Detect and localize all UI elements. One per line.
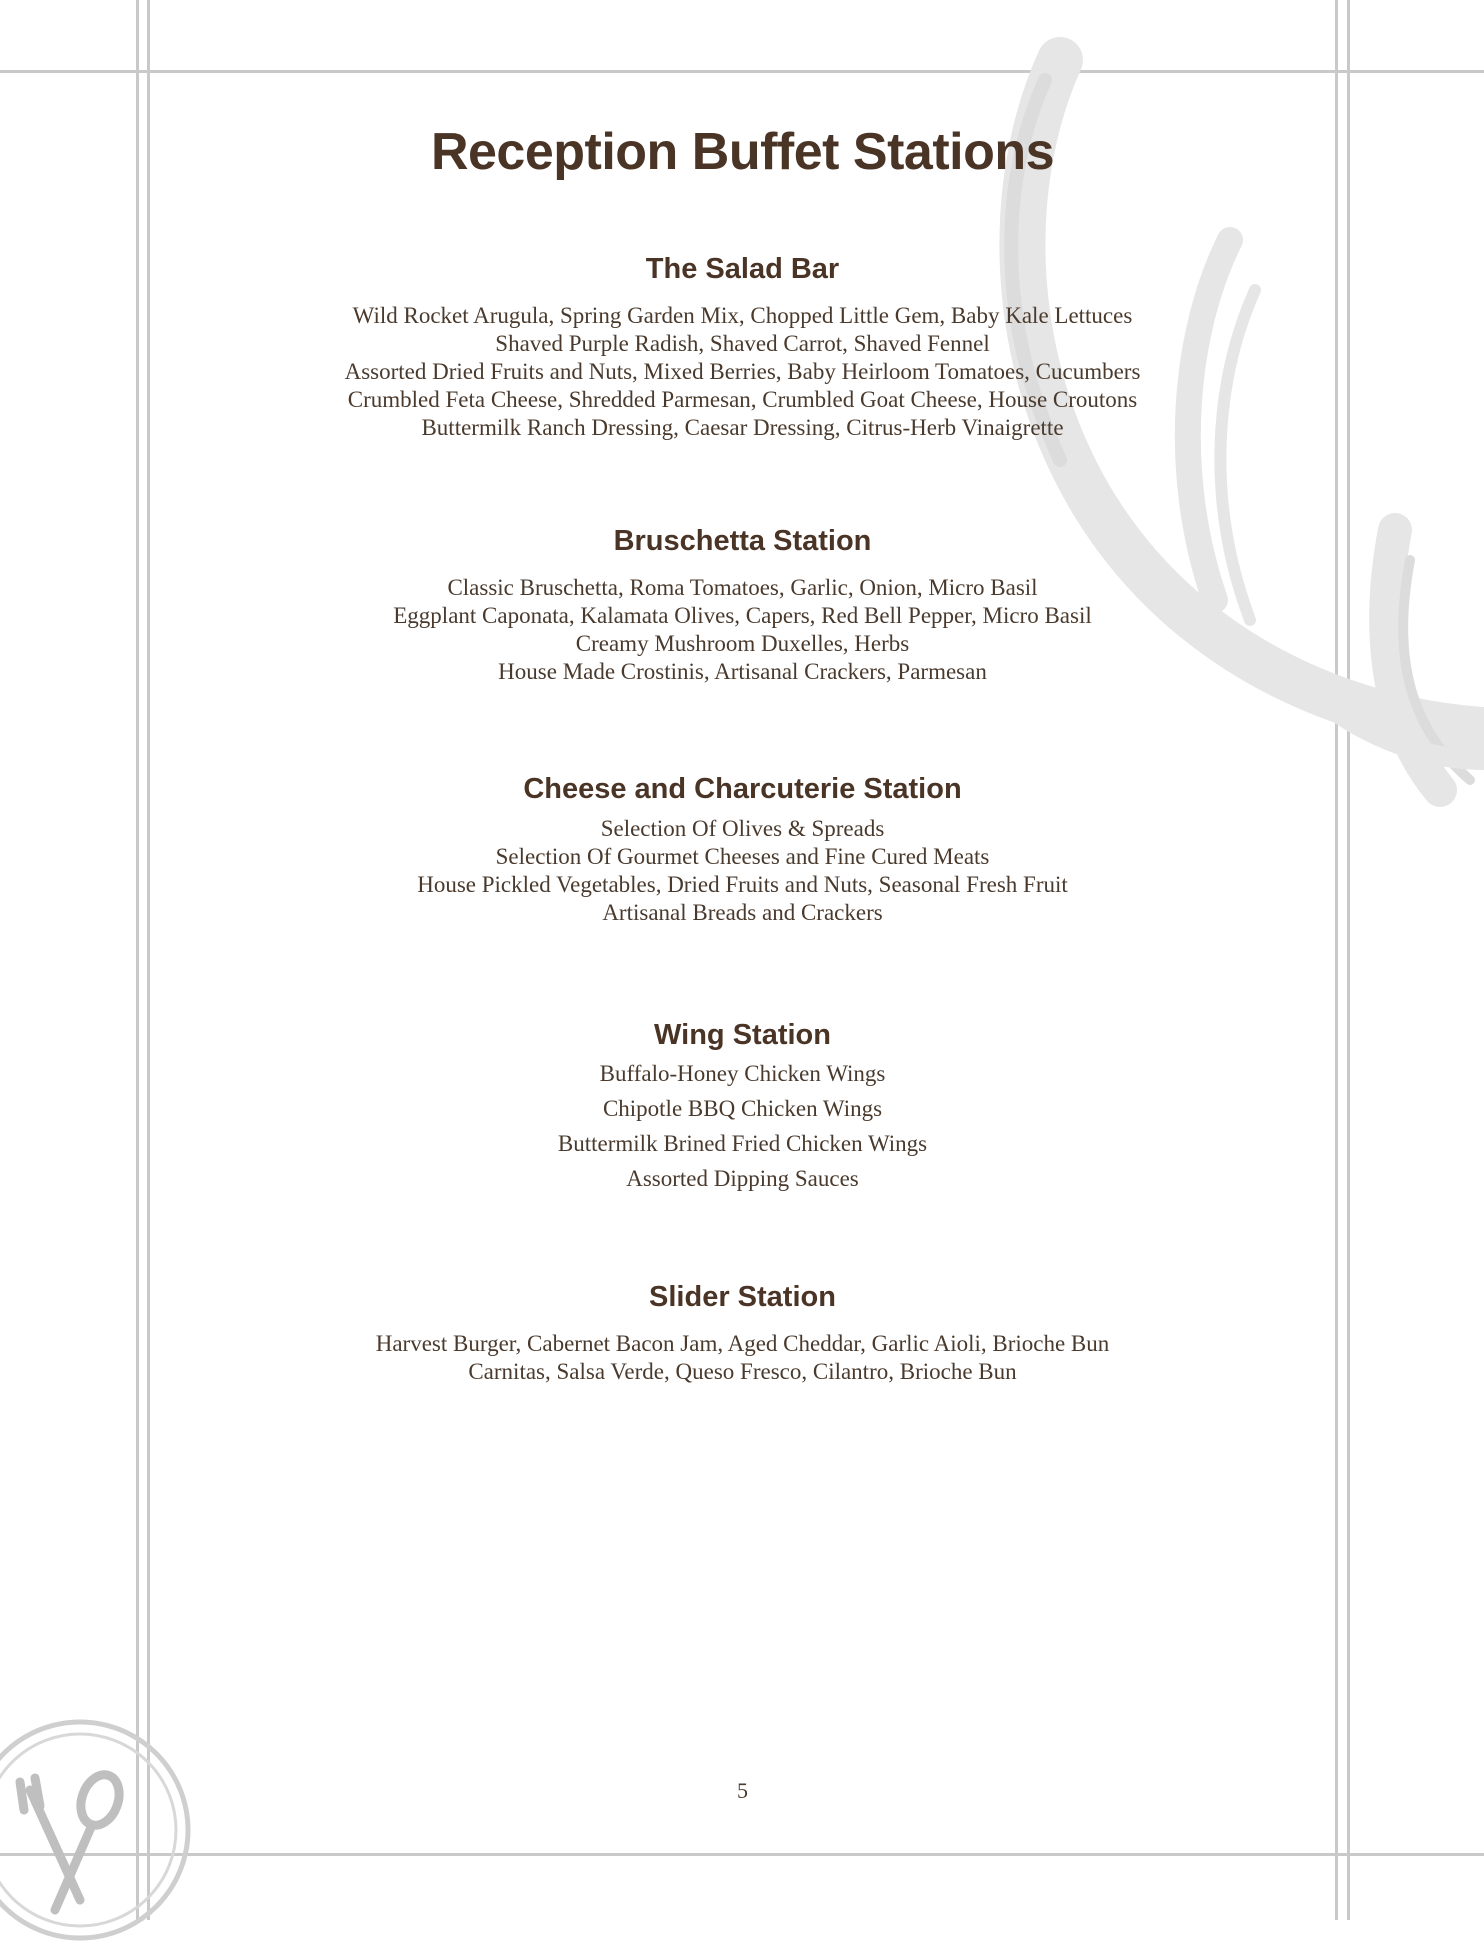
- fork-and-spoon-icon: [0, 1710, 200, 1950]
- item-list: [145, 815, 1340, 927]
- list-item: Buttermilk Ranch Dressing, Caesar Dressing, Citrus-Herb Vinaigrette: [421, 415, 1064, 440]
- list-item: Crumbled Feta Cheese, Shredded Parmesan, Crumbled Goat Cheese, House Croutons: [347, 387, 1138, 412]
- item-list: [145, 574, 1340, 686]
- list-item: Artisanal Breads and Crackers: [602, 900, 883, 925]
- list-item: Harvest Burger, Cabernet Bacon Jam, Aged Cheddar, Garlic Aioli, Brioche Bun: [375, 1331, 1110, 1356]
- list-item: Shaved Purple Radish, Shaved Carrot, Shaved Fennel: [495, 331, 990, 356]
- list-item: Assorted Dried Fruits and Nuts, Mixed Berries, Baby Heirloom Tomatoes, Cucumbers: [344, 359, 1141, 384]
- list-item: House Pickled Vegetables, Dried Fruits and Nuts, Seasonal Fresh Fruit: [417, 872, 1068, 897]
- cheese-charcuterie-section: [145, 770, 1340, 927]
- list-item: Eggplant Caponata, Kalamata Olives, Capers, Red Bell Pepper, Micro Basil: [393, 603, 1092, 628]
- section-heading: The Salad Bar: [645, 253, 840, 285]
- section-heading: Wing Station: [654, 1019, 831, 1051]
- wing-section: [145, 1016, 1340, 1196]
- bruschetta-section: [145, 522, 1340, 686]
- list-item: Selection Of Olives & Spreads: [600, 816, 885, 841]
- item-list: [145, 302, 1340, 442]
- section-heading: Bruschetta Station: [613, 525, 872, 557]
- salad-bar-section: [145, 250, 1340, 442]
- bottom-frame-rule: [0, 1853, 1484, 1856]
- item-list: [145, 1330, 1340, 1386]
- list-item: Wild Rocket Arugula, Spring Garden Mix, Chopped Little Gem, Baby Kale Lettuces: [352, 303, 1133, 328]
- page-number: 5: [737, 1778, 748, 1803]
- section-heading: Cheese and Charcuterie Station: [523, 773, 962, 805]
- left-frame-rule-outer: [136, 0, 139, 1920]
- right-frame-rule-outer: [1347, 0, 1350, 1920]
- section-heading: Slider Station: [649, 1281, 836, 1313]
- list-item: Assorted Dipping Sauces: [626, 1166, 859, 1191]
- list-item: Buffalo-Honey Chicken Wings: [599, 1061, 886, 1086]
- list-item: Carnitas, Salsa Verde, Queso Fresco, Cilantro, Brioche Bun: [468, 1359, 1017, 1384]
- list-item: House Made Crostinis, Artisanal Crackers, Parmesan: [498, 659, 987, 684]
- list-item: Selection Of Gourmet Cheeses and Fine Cured Meats: [495, 844, 990, 869]
- list-item: Chipotle BBQ Chicken Wings: [602, 1096, 883, 1121]
- top-frame-rule: [0, 70, 1484, 73]
- list-item: Classic Bruschetta, Roma Tomatoes, Garlic, Onion, Micro Basil: [447, 575, 1038, 600]
- page-title: Reception Buffet Stations: [430, 123, 1055, 181]
- item-list: [145, 1056, 1340, 1196]
- slider-section: [145, 1278, 1340, 1386]
- list-item: Creamy Mushroom Duxelles, Herbs: [575, 631, 910, 656]
- list-item: Buttermilk Brined Fried Chicken Wings: [557, 1131, 928, 1156]
